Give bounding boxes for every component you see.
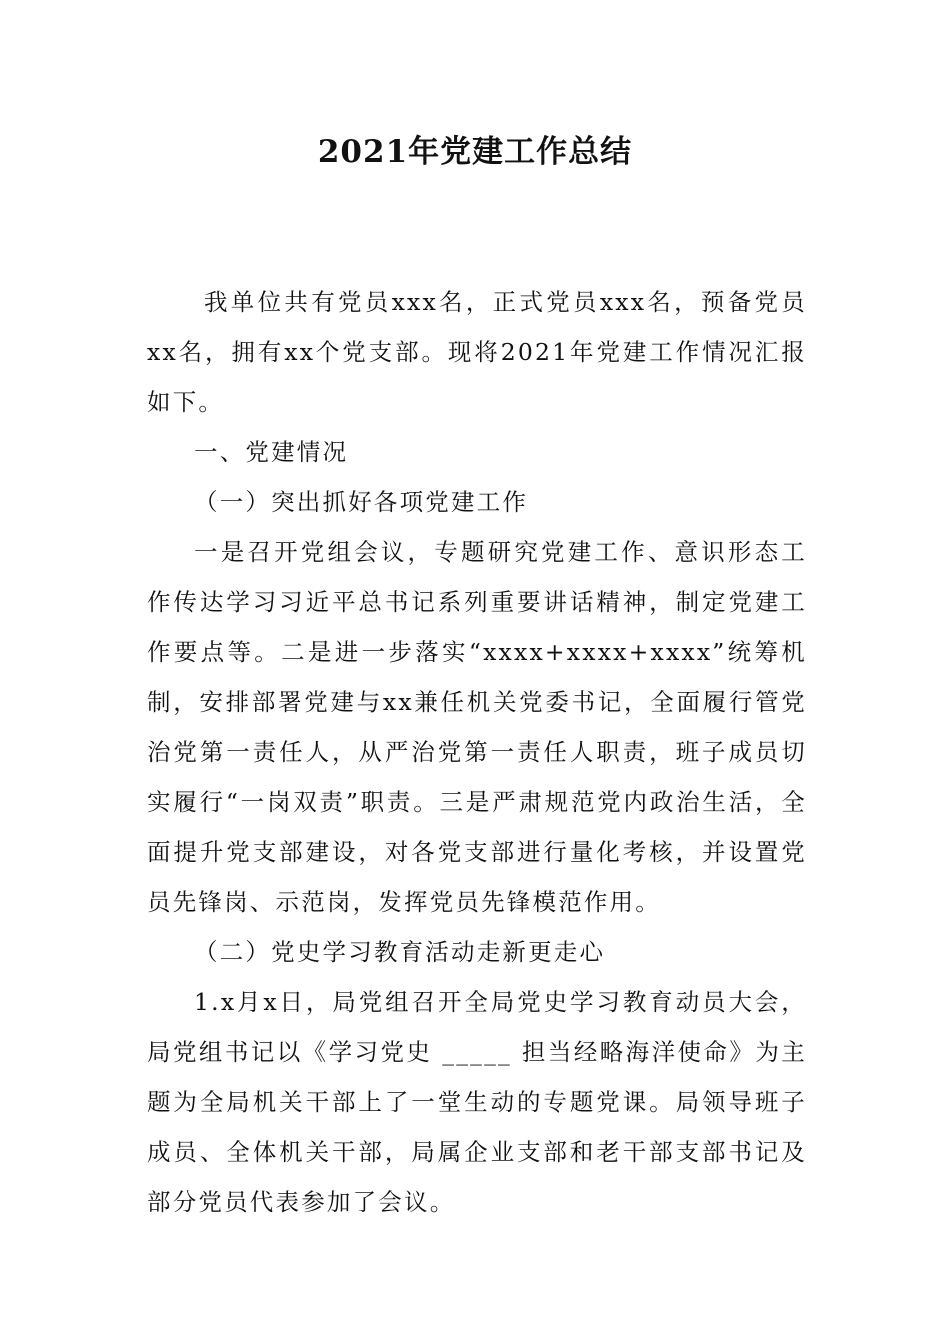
section-heading-party-building: 一、党建情况 xyxy=(194,438,349,466)
body-paragraph-2: 1.x月x日，局党组召开全局党史学习教育动员大会，局党组书记以《学习党史 _____ 担当经略海洋使命》为主题为全局机关干部上了一堂生动的专题党课。局领导班子成员、全体机关干部，局属企业支部和老干部支部书记及部分党员代表参加了会议。 xyxy=(147,988,807,1216)
document-body xyxy=(147,277,807,1227)
subsection-heading-1: （一）突出抓好各项党建工作 xyxy=(194,488,529,516)
document-title: 2021年党建工作总结 xyxy=(317,134,633,170)
intro-paragraph: 我单位共有党员xxx名，正式党员xxx名，预备党员xx名，拥有xx个党支部。现将2021年党建工作情况汇报如下。 xyxy=(147,288,807,416)
body-paragraph-1: 一是召开党组会议，专题研究党建工作、意识形态工作传达学习习近平总书记系列重要讲话精神，制定党建工作要点等。二是进一步落实“xxxx+xxxx+xxxx”统筹机制，安排部署党建与xx兼任机关党委书记，全面履行管党治党第一责任人，从严治党第一责任人职责，班子成员切实履行“一岗双责”职责。三是严肃规范党内政治生活，全面提升党支部建设，对各党支部进行量化考核，并设置党员先锋岗、示范岗，发挥党员先锋模范作用。 xyxy=(147,538,807,916)
subsection-heading-2: （二）党史学习教育活动走新更走心 xyxy=(194,938,606,966)
